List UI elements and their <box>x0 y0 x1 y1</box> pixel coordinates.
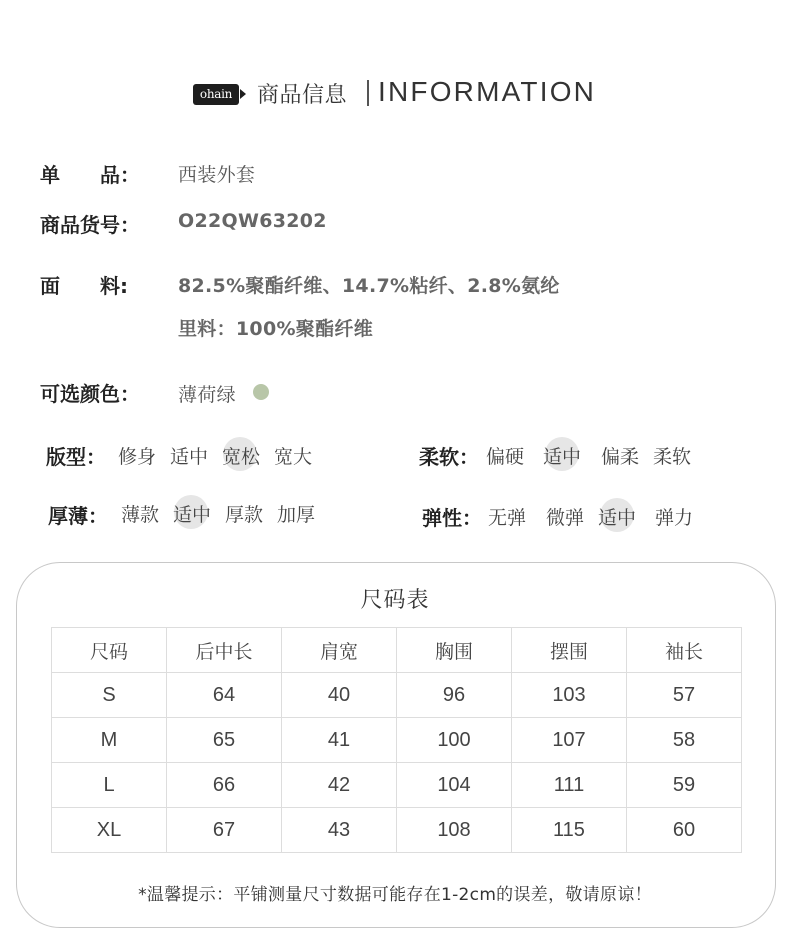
table-cell: S <box>52 673 167 718</box>
table-row <box>52 808 742 853</box>
elasticity-option: 无弹 <box>488 507 527 529</box>
table-cell: 115 <box>512 808 627 853</box>
softness-label: 柔软： <box>419 445 479 469</box>
softness-option-selected: 适中 <box>543 446 582 468</box>
color-label: 可选颜色： <box>40 382 140 406</box>
table-cell: 100 <box>397 718 512 763</box>
table-cell: 66 <box>167 763 282 808</box>
table-cell: 59 <box>627 763 742 808</box>
header-title-cn: 商品信息 <box>257 83 348 108</box>
thickness-option: 厚款 <box>225 504 264 526</box>
table-cell: 41 <box>282 718 397 763</box>
thickness-option: 加厚 <box>277 504 316 526</box>
table-cell: 58 <box>627 718 742 763</box>
header-cell: 尺码 <box>52 628 167 673</box>
measurement-note: *温馨提示：平铺测量尺寸数据可能存在1-2cm的误差，敬请原谅！ <box>138 885 652 905</box>
fit-label: 版型： <box>46 445 106 469</box>
softness-option: 偏硬 <box>486 446 525 468</box>
elasticity-label: 弹性： <box>422 506 482 530</box>
table-row <box>52 763 742 808</box>
table-cell: 65 <box>167 718 282 763</box>
table-cell: 40 <box>282 673 397 718</box>
table-cell: 67 <box>167 808 282 853</box>
header-cell: 胸围 <box>397 628 512 673</box>
table-cell: 107 <box>512 718 627 763</box>
header-cell: 袖长 <box>627 628 742 673</box>
table-cell: M <box>52 718 167 763</box>
table-cell: XL <box>52 808 167 853</box>
code-label: 商品货号： <box>40 213 140 237</box>
header-cell: 后中长 <box>167 628 282 673</box>
header-cell: 肩宽 <box>282 628 397 673</box>
section-header <box>0 74 790 110</box>
color-value: 薄荷绿 <box>178 384 236 406</box>
code-value: O22QW63202 <box>178 210 327 232</box>
fit-option: 修身 <box>118 446 157 468</box>
elasticity-option-selected: 适中 <box>598 507 637 529</box>
table-row <box>52 718 742 763</box>
table-cell: 104 <box>397 763 512 808</box>
size-table <box>51 627 742 853</box>
fabric-label: 面 料: <box>40 274 128 298</box>
table-cell: 64 <box>167 673 282 718</box>
thickness-option-selected: 适中 <box>173 504 212 526</box>
table-cell: 103 <box>512 673 627 718</box>
logo-arrow-icon <box>240 89 246 99</box>
table-cell: 108 <box>397 808 512 853</box>
header-divider <box>367 80 369 106</box>
table-row <box>52 673 742 718</box>
fit-option: 宽大 <box>274 446 313 468</box>
softness-option: 柔软 <box>653 446 692 468</box>
header-title-en: INFORMATION <box>378 76 597 107</box>
fabric-value: 82.5%聚酯纤维、14.7%粘纤、2.8%氨纶 <box>178 275 560 297</box>
size-table-header-row <box>52 628 742 673</box>
table-cell: 111 <box>512 763 627 808</box>
lining-value: 里料：100%聚酯纤维 <box>178 318 373 340</box>
table-cell: 57 <box>627 673 742 718</box>
table-cell: 96 <box>397 673 512 718</box>
fit-option-selected: 宽松 <box>222 446 261 468</box>
color-swatch[interactable] <box>253 384 269 400</box>
table-cell: 60 <box>627 808 742 853</box>
thickness-label: 厚薄： <box>48 504 108 528</box>
table-cell: 42 <box>282 763 397 808</box>
table-cell: L <box>52 763 167 808</box>
size-chart-title: 尺码表 <box>360 588 430 613</box>
item-label: 单 品： <box>40 163 140 187</box>
fit-option: 适中 <box>170 446 209 468</box>
elasticity-option: 弹力 <box>655 507 694 529</box>
brand-logo: ohain <box>193 84 239 105</box>
table-cell: 43 <box>282 808 397 853</box>
softness-option: 偏柔 <box>601 446 640 468</box>
header-cell: 摆围 <box>512 628 627 673</box>
elasticity-option: 微弹 <box>546 507 585 529</box>
item-value: 西装外套 <box>178 164 256 186</box>
thickness-option: 薄款 <box>121 504 160 526</box>
